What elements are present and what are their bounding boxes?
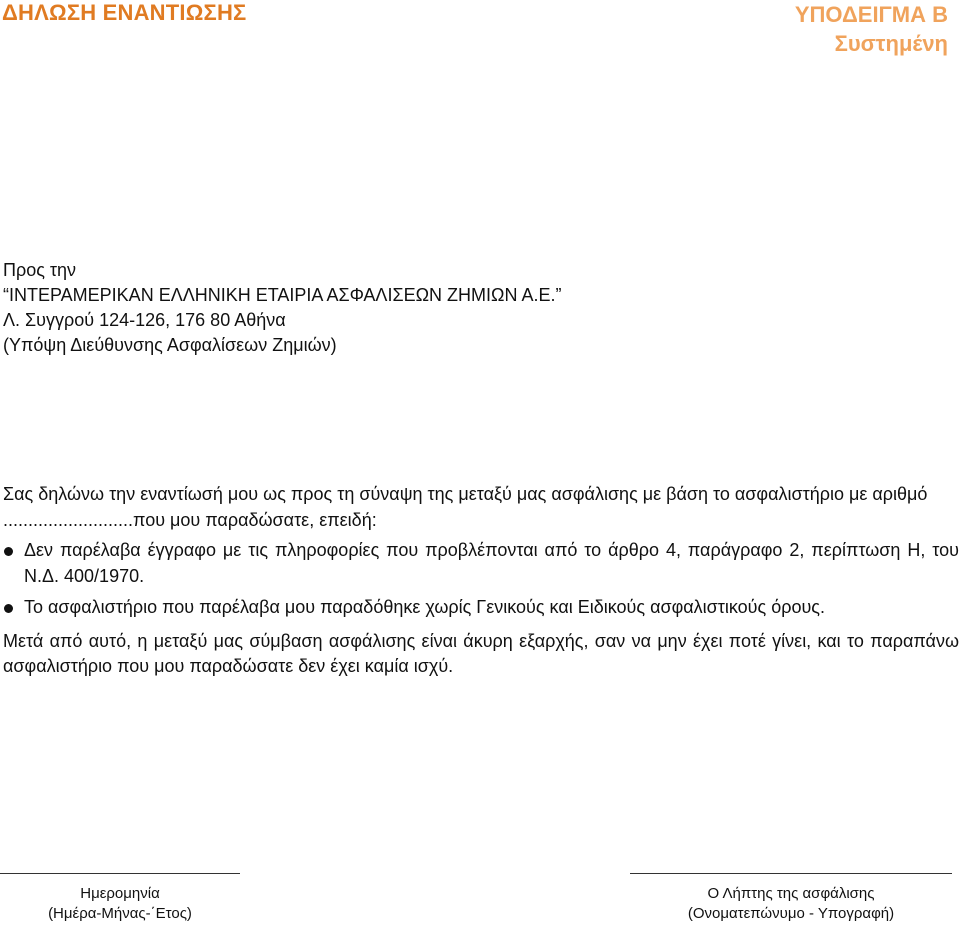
signer-signature-block	[630, 873, 952, 924]
sample-header	[795, 0, 948, 58]
date-line	[0, 873, 240, 874]
recipient-line-1: Προς την	[3, 260, 77, 280]
recipient-address	[3, 258, 562, 358]
recipient-company: “ΙΝΤΕΡΑΜΕΡΙΚΑΝ ΕΛΛΗΝΙΚΗ ΕΤΑΙΡΙΑ ΑΣΦΑΛΙΣΕΩΝ ΖΗΜΙΩΝ Α.Ε.”	[3, 285, 562, 305]
reason-text-2: Το ασφαλιστήριο που παρέλαβα μου παραδόθηκε χωρίς Γενικούς και Ειδικούς ασφαλιστικούς όρους.	[24, 597, 825, 617]
signer-label: Ο Λήπτης της ασφάλισης	[707, 885, 875, 902]
bullet-icon	[4, 604, 13, 613]
reason-text-1: Δεν παρέλαβα έγγραφο με τις πληροφορίες που προβλέπονται από το άρθρο 4, παράγραφο 2, περίπτωση Η, του Ν.Δ. 400/1970.	[24, 540, 959, 586]
bullet-icon	[4, 547, 13, 556]
recipient-attention: (Υπόψη Διεύθυνσης Ασφαλίσεων Ζημιών)	[3, 335, 337, 355]
intro-paragraph: Σας δηλώνω την εναντίωσή μου ως προς τη σύναψη της μεταξύ μας ασφάλισης με βάση το ασφαλιστήριο με αριθμό ..........................που μου παραδώσατε, επειδή:	[3, 484, 928, 530]
declaration-body	[3, 482, 959, 680]
signature-line	[630, 873, 952, 874]
sample-subtitle: Συστημένη	[834, 31, 948, 56]
reasons-list	[3, 538, 959, 621]
date-signature-block	[0, 873, 240, 924]
date-label: Ημερομηνία	[80, 885, 160, 902]
list-item	[3, 595, 959, 621]
signer-format-hint: (Ονοματεπώνυμο - Υπογραφή)	[687, 905, 895, 922]
conclusion-paragraph: Μετά από αυτό, η μεταξύ μας σύμβαση ασφάλισης είναι άκυρη εξαρχής, σαν να μην έχει ποτέ γίνει, και το παραπάνω ασφαλιστήριο που μου παραδώσατε δεν έχει καμία ισχύ.	[3, 630, 959, 676]
date-format-hint: (Ημέρα-Μήνας-΄Ετος)	[48, 905, 192, 922]
recipient-street: Λ. Συγγρού 124-126, 176 80 Αθήνα	[3, 310, 286, 330]
document-title: ΔΗΛΩΣΗ ΕΝΑΝΤΙΩΣΗΣ	[2, 0, 247, 25]
sample-label: ΥΠΟΔΕΙΓΜΑ Β	[794, 2, 948, 27]
list-item	[3, 538, 959, 589]
